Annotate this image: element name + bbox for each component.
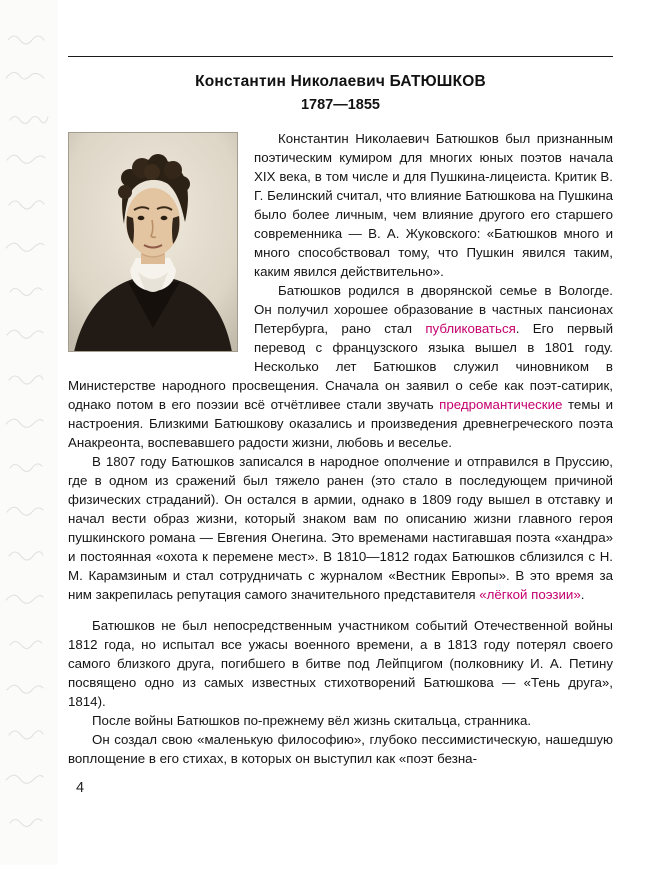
author-years: 1787—1855 [300,97,380,113]
paragraph-after-war: После войны Батюшков по-прежнему вёл жизнь скитальца, странника. [92,713,532,728]
paragraph-intro: Константин Николаевич Батюшков был признанным поэтическим кумиром для многих юных поэтов начала XIX века, в том числе и для Пушкина-лицеиста. Критик В. Г. Белинский считал, что влияние Батюшкова на Пушкина было более личным, чем влияние другого его старшего современника — В. А. Жуковского: «Батюшков много и много способствовал тому, что Пушкин явился таким, каким явился действительно». [254,131,613,279]
page-title: Константин Николаевич БАТЮШКОВ [195,73,486,90]
paragraph-biography-early: Батюшков родился в дворянской семье в Вологде. Он получил хорошее образование в частных пансионах Петербурга, рано стал публиковаться. Его первый перевод с французского языка вышел в 1801 году. Несколько лет Батюшков служил чиновником в Министерстве народного просвещения. Сначала он заявил о себе как поэт-сатирик, однако потом в его поэзии всё отчётливее стали звучать предромантические темы и настроения. Близкими Батюшкову оказались и произведения древнегреческого поэта Анакреонта, воспевавшего радости жизни, любовь и веселье. [68,283,613,450]
page-number: 4 [76,780,85,796]
paragraph-1812-war: Батюшков не был непосредственным участником событий Отечественной войны 1812 года, но испытал все ужасы военного времени, а в 1813 году потерял своего самого близкого друга, погибшего в битве под Лейпцигом (полковнику И. А. Петину посвящено одно из самых известных стихотворений Батюшкова — «Тень друга», 1814). [68,618,613,709]
margin-handwriting-decoration [0,0,58,865]
page-content [68,56,613,768]
paragraph-war-service: В 1807 году Батюшков записался в народное ополчение и отправился в Пруссию, где в одном из сражений был тяжело ранен (это стало в последующем причиной физических страданий). Он остался в армии, однако в 1809 году вышел в отставку и начал вести образ жизни, который знаком вам по описанию жизни главного героя пушкинского романа — Евгения Онегина. Это временами настигавшая поэта «хандра» и постоянная «охота к перемене мест». В 1810—1812 годах Батюшков сблизился с Н. М. Карамзиным и стал сотрудничать с журналом «Вестник Европы». В это время за ним закрепилась репутация самого значительного представителя «лёгкой поэзии». [68,454,613,602]
paragraph-philosophy: Он создал свою «маленькую философию», глубоко пессимистическую, нашедшую воплощение в его стихах, в которых он выступил как «поэт безна- [68,732,613,766]
author-portrait-image [68,132,238,352]
top-rule [68,56,613,57]
